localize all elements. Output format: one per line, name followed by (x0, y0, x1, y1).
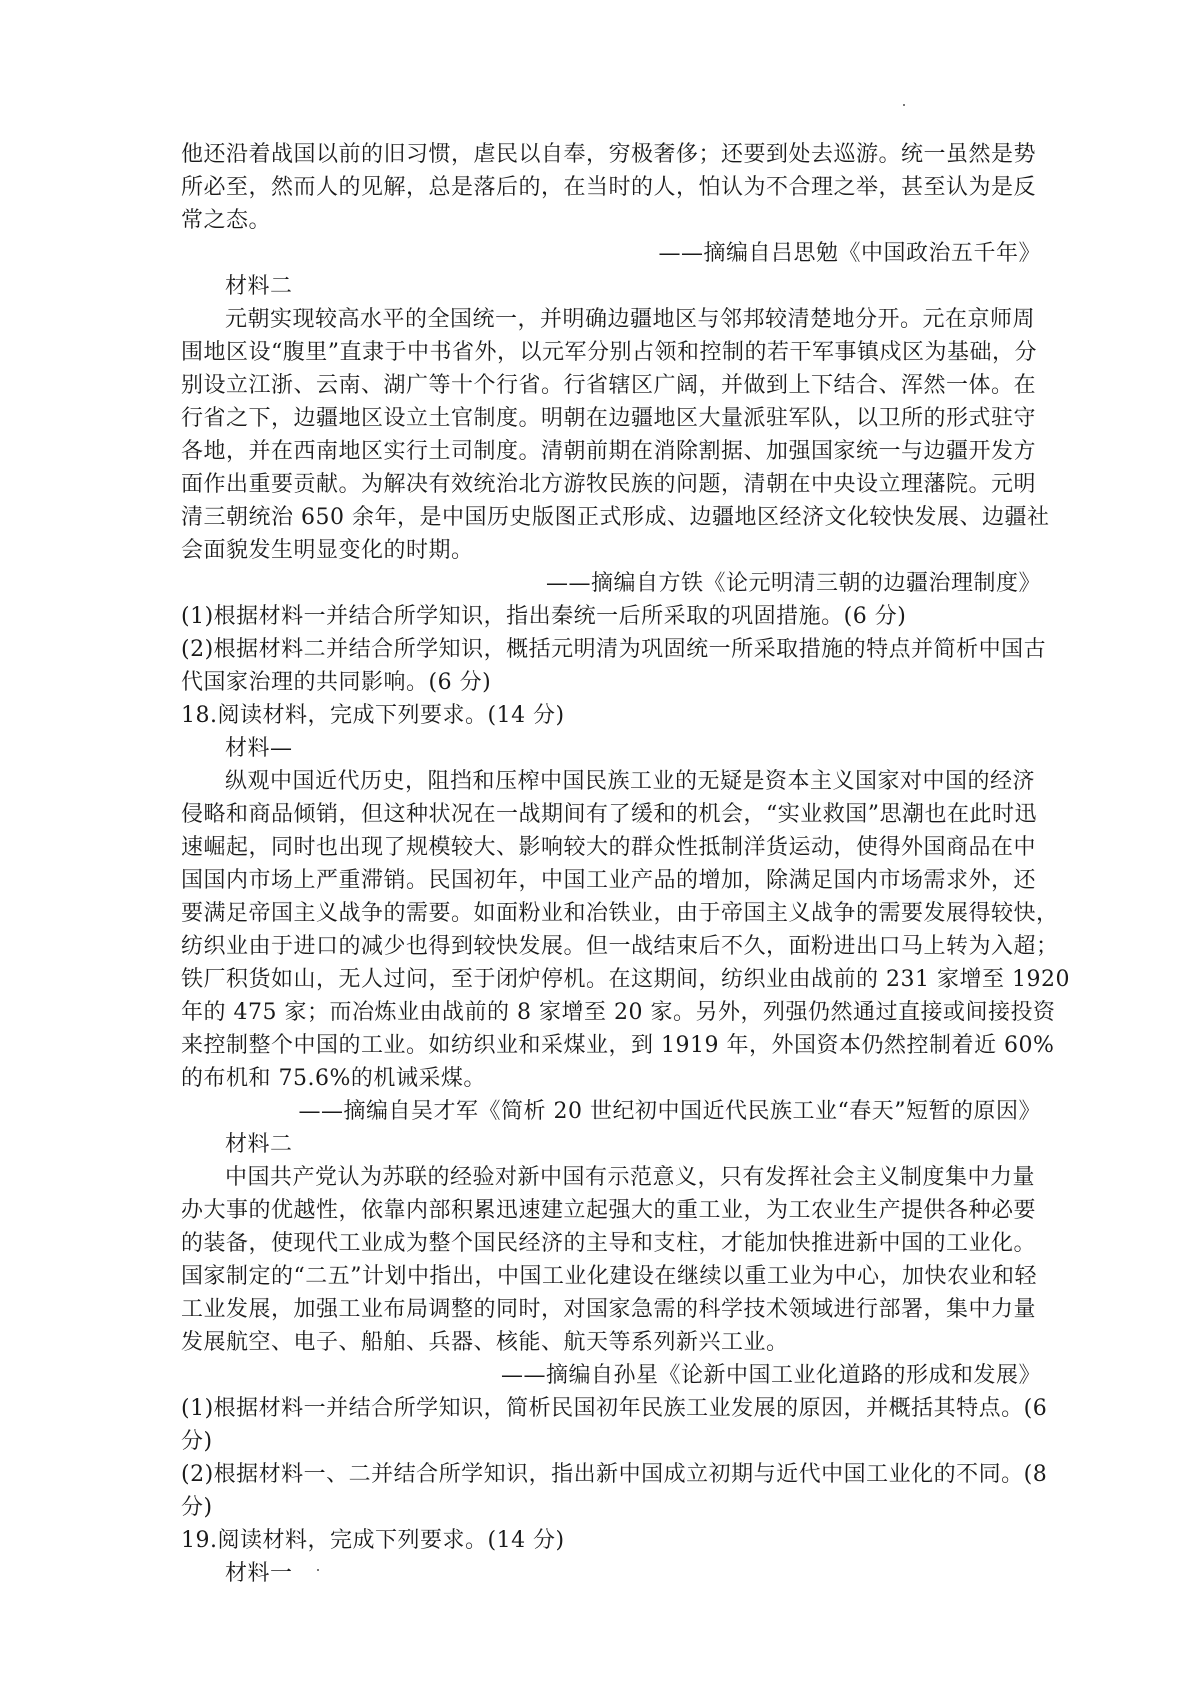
text-line: 分) (181, 1495, 213, 1520)
text-line: 速崛起，同时也出现了规模较大、影响较大的群众性抵制洋货运动，使得外国商品在中 (181, 835, 1037, 860)
text-line: 侵略和商品倾销，但这种状况在一战期间有了缓和的机会，“实业救国”思潮也在此时迅 (181, 802, 1037, 827)
text-line: 要满足帝国主义战争的需要。如面粉业和冶铁业，由于帝国主义战争的需要发展得较快， (181, 901, 1059, 926)
text-line: 发展航空、电子、船舶、兵器、核能、航天等系列新兴工业。 (181, 1330, 789, 1355)
text-line: (2)根据材料一、二并结合所学知识，指出新中国成立初期与近代中国工业化的不同。(8 (181, 1462, 1048, 1487)
text-line: 会面貌发生明显变化的时期。 (181, 538, 474, 563)
text-line: 来控制整个中国的工业。如纺织业和采煤业，到 1919 年，外国资本仍然控制着近 60% (181, 1033, 1055, 1058)
text-line: 常之态。 (181, 208, 272, 233)
text-line: ——摘编自吕思勉《中国政治五千年》 (658, 241, 1041, 266)
text-line: 18.阅读材料，完成下列要求。(14 分) (181, 703, 565, 728)
text-line: 办大事的优越性，依靠内部积累迅速建立起强大的重工业，为工农业生产提供各种必要 (181, 1198, 1037, 1223)
text-line: 代国家治理的共同影响。(6 分) (181, 670, 492, 695)
text-line: ——摘编自方铁《论元明清三朝的边疆治理制度》 (545, 571, 1041, 596)
text-line: 国国内市场上严重滞销。民国初年，中国工业产品的增加，除满足国内市场需求外，还 (181, 868, 1037, 893)
text-line: 别设立江浙、云南、湖广等十个行省。行省辖区广阔，并做到上下结合、浑然一体。在 (181, 373, 1037, 398)
text-line: 纺织业由于进口的减少也得到较快发展。但一战结束后不久，面粉进出口马上转为入超； (181, 934, 1059, 959)
text-line: 围地区设“腹里”直隶于中书省外，以元军分别占领和控制的若干军事镇戍区为基础，分 (181, 340, 1037, 365)
text-line: 所必至，然而人的见解，总是落后的，在当时的人，怕认为不合理之举，甚至认为是反 (181, 175, 1037, 200)
text-line: ——摘编自孙星《论新中国工业化道路的形成和发展》 (500, 1363, 1041, 1388)
text-line: 19.阅读材料，完成下列要求。(14 分) (181, 1528, 565, 1553)
text-line: 铁厂积货如山，无人过问，至于闭炉停机。在这期间，纺织业由战前的 231 家增至 1920 (181, 967, 1070, 992)
text-line: ——摘编自吴才军《简析 20 世纪初中国近代民族工业“春天”短暂的原因》 (298, 1099, 1041, 1124)
text-line: 材料二 (225, 1132, 293, 1157)
text-line: (1)根据材料一并结合所学知识，指出秦统一后所采取的巩固措施。(6 分) (181, 604, 907, 629)
text-line: 纵观中国近代历史，阻挡和压榨中国民族工业的无疑是资本主义国家对中国的经济 (225, 769, 1036, 794)
text-line: (1)根据材料一并结合所学知识，简析民国初年民族工业发展的原因，并概括其特点。(6 (181, 1396, 1048, 1421)
text-line: 年的 475 家；而冶炼业由战前的 8 家增至 20 家。另外，列强仍然通过直接或间接投资 (181, 1000, 1056, 1025)
text-line: 材料二 (225, 274, 293, 299)
text-line: 行省之下，边疆地区设立土官制度。明朝在边疆地区大量派驻军队，以卫所的形式驻守 (181, 406, 1037, 431)
text-line: 元朝实现较高水平的全国统一，并明确边疆地区与邻邦较清楚地分开。元在京师周 (225, 307, 1036, 332)
text-line: 的装备，使现代工业成为整个国民经济的主导和支柱，才能加快推进新中国的工业化。 (181, 1231, 1037, 1256)
text-line: (2)根据材料二并结合所学知识，概括元明清为巩固统一所采取措施的特点并简析中国古 (181, 637, 1047, 662)
scan-speck (903, 104, 905, 106)
text-line: 材料— (225, 736, 293, 761)
text-line: 分) (181, 1429, 213, 1454)
text-line: 面作出重要贡献。为解决有效统治北方游牧民族的问题，清朝在中央设立理藩院。元明 (181, 472, 1037, 497)
text-line: 他还沿着战国以前的旧习惯，虐民以自奉，穷极奢侈；还要到处去巡游。统一虽然是势 (181, 142, 1037, 167)
document-body (181, 138, 1070, 1590)
text-line: 国家制定的“二五”计划中指出，中国工业化建设在继续以重工业为中心，加快农业和轻 (181, 1264, 1037, 1289)
text-line: 中国共产党认为苏联的经验对新中国有示范意义，只有发挥社会主义制度集中力量 (225, 1165, 1036, 1190)
text-line: 材料一 (225, 1561, 293, 1586)
text-line: 的布机和 75.6%的机诫采煤。 (181, 1066, 486, 1091)
text-line: 工业发展，加强工业布局调整的同时，对国家急需的科学技术领域进行部署，集中力量 (181, 1297, 1037, 1322)
text-line: 清三朝统治 650 余年，是中国历史版图正式形成、边疆地区经济文化较快发展、边疆社 (181, 505, 1050, 530)
text-line: 各地，并在西南地区实行土司制度。清朝前期在消除割据、加强国家统一与边疆开发方 (181, 439, 1037, 464)
